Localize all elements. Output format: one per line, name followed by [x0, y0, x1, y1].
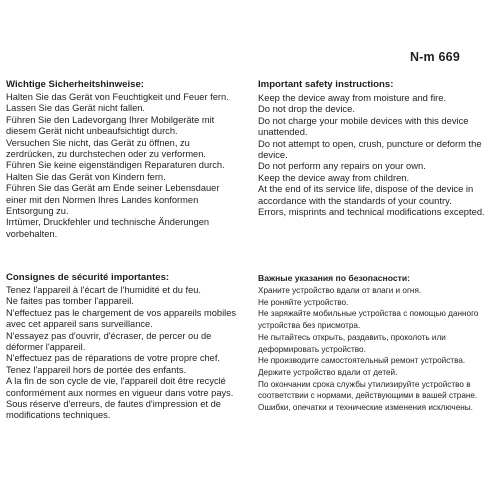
instruction-item: Führen Sie das Gerät am Ende seiner Lebensdauer einer mit den Normen Ihres Landes konformen Entsorgung zu. [6, 183, 220, 217]
section-title-german: Wichtige Sicherheitshinweise: [6, 79, 144, 90]
section-french [6, 272, 238, 422]
instruction-item: Keep the device away from children. [258, 171, 410, 183]
section-russian [258, 272, 490, 414]
section-title-russian: Важные указания по безопасности: [258, 273, 410, 283]
instruction-item: Halten Sie das Gerät von Feuchtigkeit und Feuer fern. [6, 92, 229, 102]
instruction-item: Führen Sie den Ladevorgang Ihrer Mobilgeräte mit diesem Gerät nicht unbeaufsichtigt durch. [6, 114, 215, 137]
section-title-french: Consignes de sécurité importantes: [6, 272, 170, 283]
instruction-item: Keep the device away from moisture and fire. [258, 92, 447, 103]
instruction-item: N'effectuez pas de réparations de votre propre chef. [6, 353, 221, 364]
instruction-item: Tenez l'appareil hors de portée des enfants. [6, 364, 187, 375]
instruction-item: Errors, misprints and technical modifications excepted. [258, 206, 485, 218]
instruction-item: По окончании срока службы утилизируйте устройство в соответствии с нормами, действующими в вашей стране. [258, 379, 478, 401]
section-german [6, 79, 238, 240]
instruction-item: Versuchen Sie nicht, das Gerät zu öffnen, zu zerdrücken, zu durchstechen oder zu verformen. [6, 137, 206, 160]
instruction-item: N'effectuez pas le chargement de vos appareils mobiles avec cet appareil sans surveillance. [6, 307, 237, 330]
instruction-item: At the end of its service life, dispose of the device in accordance with the standards of your country. [258, 183, 474, 206]
instruction-item: Irrtümer, Druckfehler und technische Änderungen vorbehalten. [6, 217, 210, 239]
instruction-item: Держите устройство вдали от детей. [258, 367, 398, 377]
instruction-item: Sous réserve d'erreurs, de fautes d'impression et de modifications techniques. [6, 399, 221, 421]
instruction-item: Не производите самостоятельный ремонт устройства. [258, 356, 466, 366]
model-number: N-m 669 [409, 50, 460, 64]
instruction-item: Tenez l'appareil à l'écart de l'humidité et du feu. [6, 285, 201, 295]
instruction-item: Do not charge your mobile devices with this device unattended. [258, 114, 469, 138]
instruction-item: N'essayez pas d'ouvrir, d'écraser, de percer ou de déformer l'appareil. [6, 330, 212, 353]
instruction-item: Do not perform any repairs on your own. [258, 160, 426, 172]
instruction-item: Ne faites pas tomber l'appareil. [6, 296, 134, 307]
instruction-item: Храните устройство вдали от влаги и огня. [258, 286, 422, 295]
instruction-item: Ошибки, опечатки и технические изменения исключены. [258, 403, 473, 413]
instruction-item: Не заряжайте мобильные устройства с помощью данного устройства без присмотра. [258, 309, 479, 331]
instruction-item: Führen Sie keine eigenständigen Reparaturen durch. [6, 160, 225, 171]
instruction-item: Не роняйте устройство. [258, 297, 349, 307]
instruction-item: Do not drop the device. [258, 103, 355, 115]
instruction-item: Не пытайтесь открыть, раздавить, проколоть или деформировать устройство. [258, 332, 446, 354]
section-title-english: Important safety instructions: [258, 79, 394, 90]
instruction-item: Lassen Sie das Gerät nicht fallen. [6, 103, 146, 114]
instruction-item: A la fin de son cycle de vie, l'appareil doit être recyclé conformément aux normes en vigueur dans votre pays. [6, 376, 234, 398]
section-english [258, 79, 490, 217]
instruction-item: Halten Sie das Gerät von Kindern fern. [6, 171, 166, 182]
instruction-item: Do not attempt to open, crush, puncture or deform the device. [258, 137, 482, 161]
